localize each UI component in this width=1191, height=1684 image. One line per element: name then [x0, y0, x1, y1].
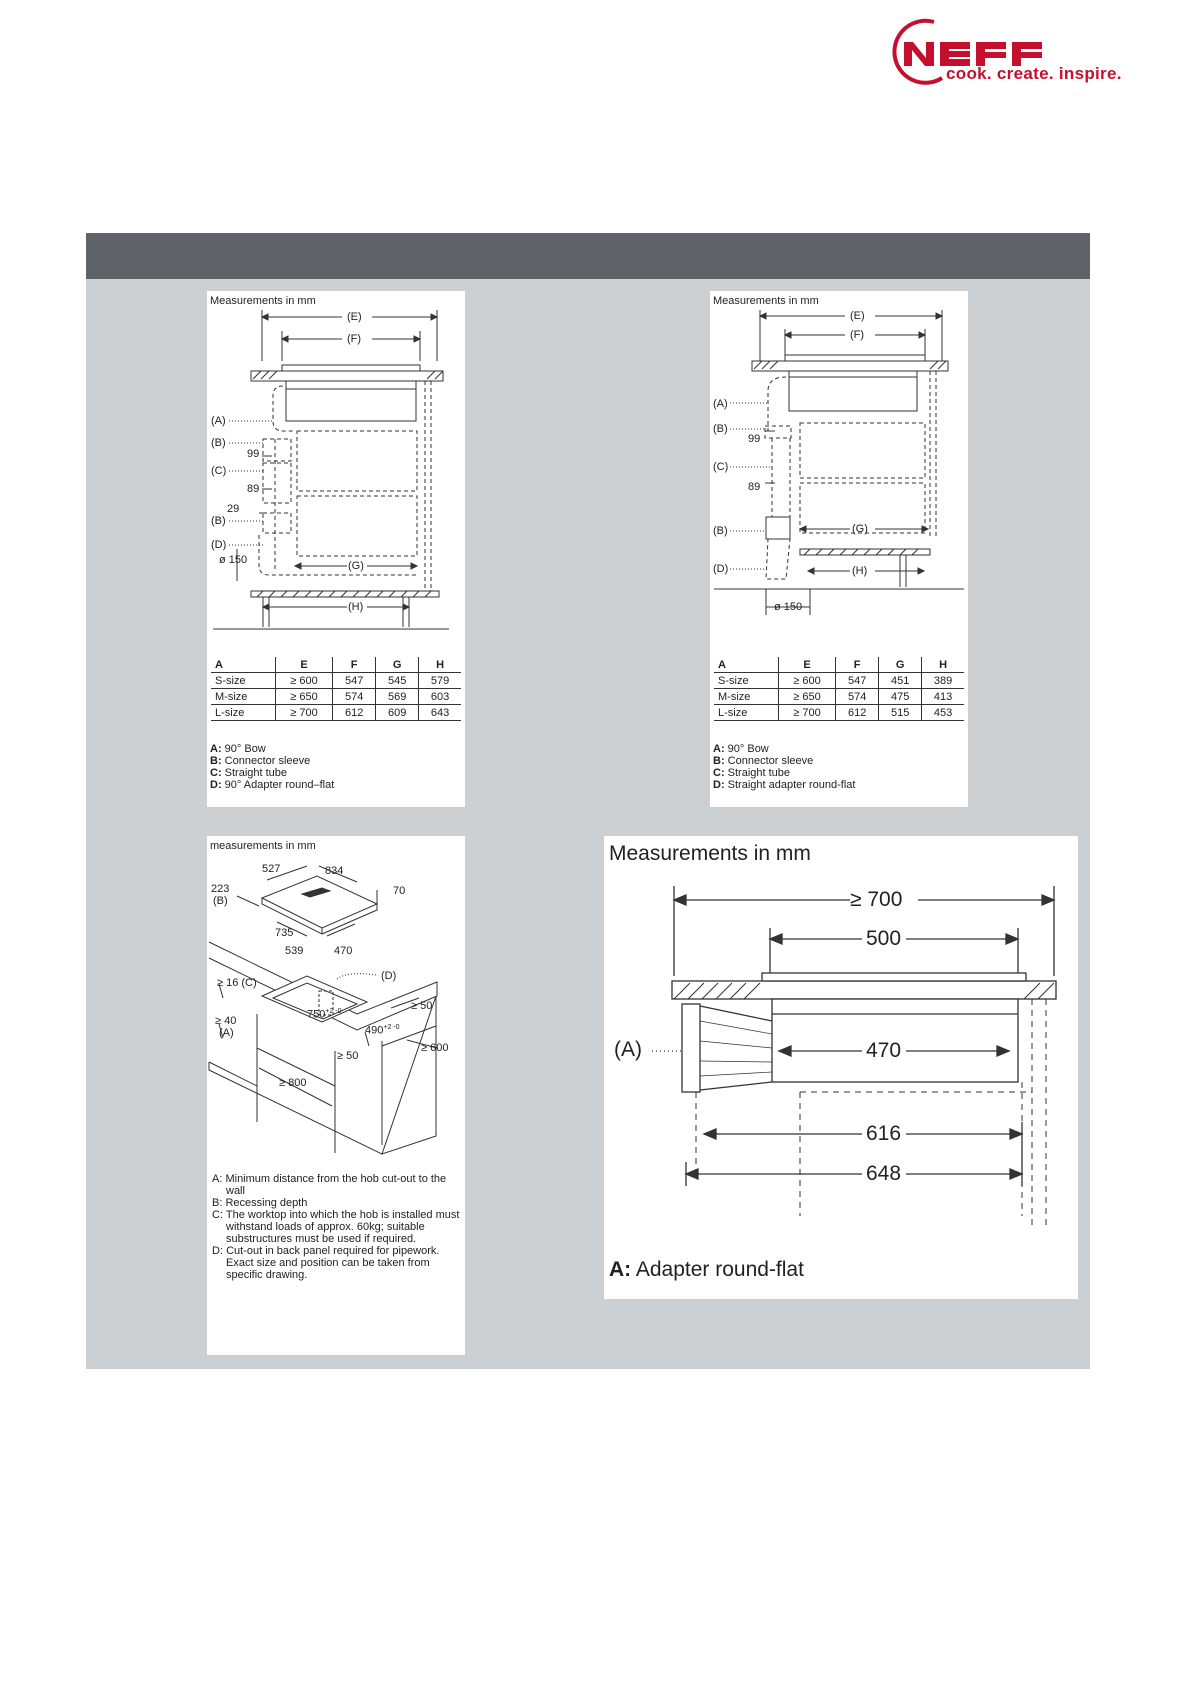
label-a: (A) [211, 415, 226, 427]
table-header: H [922, 657, 964, 673]
table-cell: ≥ 600 [778, 673, 835, 689]
table-cell: 612 [836, 705, 879, 721]
drawings-panel [86, 279, 1090, 1369]
label-g: (G) [852, 523, 868, 535]
neff-logo [884, 16, 1134, 86]
table-header: A [211, 657, 275, 673]
label-e: (E) [347, 311, 362, 323]
table-cell: 475 [879, 689, 922, 705]
table-cell: 413 [922, 689, 964, 705]
label-a: (A) [219, 1027, 234, 1039]
label-a: (A) [614, 1038, 642, 1061]
table-row [714, 689, 964, 705]
drawing-2-graphic [710, 291, 968, 807]
dim-750: $750^{+2 -0}$ [307, 1008, 342, 1021]
section-header-bar [86, 233, 1090, 279]
legend-item: A: Minimum distance from the hob cut-out to the wall [212, 1173, 447, 1197]
table-row [211, 705, 461, 721]
label-f: (F) [347, 333, 362, 345]
table-cell: S-size [714, 673, 778, 689]
table-cell: 515 [879, 705, 922, 721]
table-row [211, 673, 461, 689]
table-cell: L-size [211, 705, 275, 721]
dim-527: 527 [262, 863, 281, 875]
legend-item: D: Cut-out in back panel required for pipework. Exact size and position can be taken from specific drawing. [212, 1245, 440, 1281]
table-cell: ≥ 700 [275, 705, 332, 721]
table-header: E [778, 657, 835, 673]
legend-item: B: Recessing depth [212, 1197, 308, 1209]
table-cell: 574 [836, 689, 879, 705]
dim-99: 99 [247, 448, 260, 460]
table-cell: 603 [419, 689, 461, 705]
dim-40: ≥ 40 [215, 1015, 237, 1027]
dim-735: 735 [275, 927, 294, 939]
label-d: (D) [713, 563, 729, 575]
label-f: (F) [850, 329, 865, 341]
label-h: (H) [348, 601, 364, 613]
dim-700: ≥ 700 [850, 888, 903, 911]
label-b-lower: (B) [713, 525, 728, 537]
dim-29: 29 [227, 503, 240, 515]
dim-70: 70 [393, 885, 406, 897]
dim-800: ≥ 800 [279, 1077, 307, 1089]
legend-item: B: Connector sleeve [210, 755, 311, 767]
table-cell: 579 [419, 673, 461, 689]
drawing-2-title: Measurements in mm [713, 295, 819, 307]
table-row [714, 705, 964, 721]
dim-50-right: ≥ 50 [411, 1000, 433, 1012]
drawing-1-legend [210, 743, 334, 791]
dim-834: 834 [325, 865, 344, 877]
legend-item: A: 90° Bow [713, 743, 769, 755]
label-c: (C) [713, 461, 729, 473]
brand-tagline: cook. create. inspire. [946, 64, 1122, 83]
table-cell: 453 [922, 705, 964, 721]
table-header: G [376, 657, 419, 673]
table-cell: M-size [714, 689, 778, 705]
table-cell: 389 [922, 673, 964, 689]
table-header-row [211, 657, 461, 673]
label-b: (B) [213, 895, 228, 907]
table-cell: M-size [211, 689, 275, 705]
table-cell: 547 [836, 673, 879, 689]
dim-648: 648 [866, 1162, 902, 1185]
drawing-2-legend [713, 743, 855, 791]
legend-item: D: 90° Adapter round–flat [210, 779, 335, 791]
table-cell: ≥ 650 [778, 689, 835, 705]
table-header: F [333, 657, 376, 673]
dim-616: 616 [866, 1122, 902, 1145]
drawing-1-title: Measurements in mm [210, 295, 316, 307]
label-d: (D) [381, 970, 397, 982]
dim-99: 99 [748, 433, 761, 445]
label-e: (E) [850, 310, 865, 322]
dim-600: ≥ 600 [421, 1042, 449, 1054]
table-header-row [714, 657, 964, 673]
table-cell: S-size [211, 673, 275, 689]
table-row [211, 689, 461, 705]
dim-50-front: ≥ 50 [337, 1050, 359, 1062]
table-cell: 569 [376, 689, 419, 705]
dim-223: 223 [211, 883, 230, 895]
table-header: A [714, 657, 778, 673]
table-header: G [879, 657, 922, 673]
dim-470: 470 [334, 945, 353, 957]
dim-490: $490^{+2 -0}$ [365, 1024, 400, 1037]
label-a: (A) [713, 398, 728, 410]
drawing-3-title: measurements in mm [210, 840, 316, 852]
table-cell: ≥ 650 [275, 689, 332, 705]
size-table [211, 657, 461, 721]
dim-diameter: ø 150 [774, 601, 803, 613]
table-header: F [836, 657, 879, 673]
legend-item: A: 90° Bow [210, 743, 266, 755]
label-d: (D) [211, 539, 227, 551]
dim-539: 539 [285, 945, 304, 957]
table-cell: 545 [376, 673, 419, 689]
label-b: (B) [211, 437, 226, 449]
drawing-4-title: Measurements in mm [609, 842, 811, 865]
table-header: E [275, 657, 332, 673]
drawing-4-graphic [604, 836, 1078, 1299]
table-cell: 609 [376, 705, 419, 721]
label-h: (H) [852, 565, 868, 577]
size-table [714, 657, 964, 721]
table-row [714, 673, 964, 689]
legend-item: C: Straight tube [210, 767, 288, 779]
label-b: (B) [713, 423, 728, 435]
dim-16-c: ≥ 16 (C) [217, 977, 257, 989]
label-g: (G) [348, 560, 364, 572]
label-b-lower: (B) [211, 515, 226, 527]
installation-drawing-1 [207, 291, 465, 807]
drawing-4-legend: A: Adapter round-flat [609, 1258, 804, 1281]
label-c: (C) [211, 465, 227, 477]
legend-item: B: Connector sleeve [713, 755, 814, 767]
table-header: H [419, 657, 461, 673]
legend-item: C: Straight tube [713, 767, 791, 779]
table-cell: ≥ 700 [778, 705, 835, 721]
table-cell: 643 [419, 705, 461, 721]
table-cell: 451 [879, 673, 922, 689]
installation-drawing-4 [604, 836, 1078, 1299]
table-cell: ≥ 600 [275, 673, 332, 689]
legend-item: C: The worktop into which the hob is installed must withstand loads of approx. 60kg; suitable substructures must be used if required. [212, 1209, 460, 1245]
drawing-1-graphic [207, 291, 465, 807]
installation-drawing-3 [207, 836, 465, 1355]
dim-500: 500 [866, 927, 902, 950]
table-cell: L-size [714, 705, 778, 721]
legend-item: D: Straight adapter round-flat [713, 779, 856, 791]
dim-470: 470 [866, 1039, 902, 1062]
table-cell: 612 [333, 705, 376, 721]
table-cell: 547 [333, 673, 376, 689]
installation-drawing-2 [710, 291, 968, 807]
dim-89: 89 [247, 483, 260, 495]
table-cell: 574 [333, 689, 376, 705]
dim-diameter: ø 150 [219, 554, 248, 566]
dim-89: 89 [748, 481, 761, 493]
drawing-3-legend [212, 1173, 462, 1281]
